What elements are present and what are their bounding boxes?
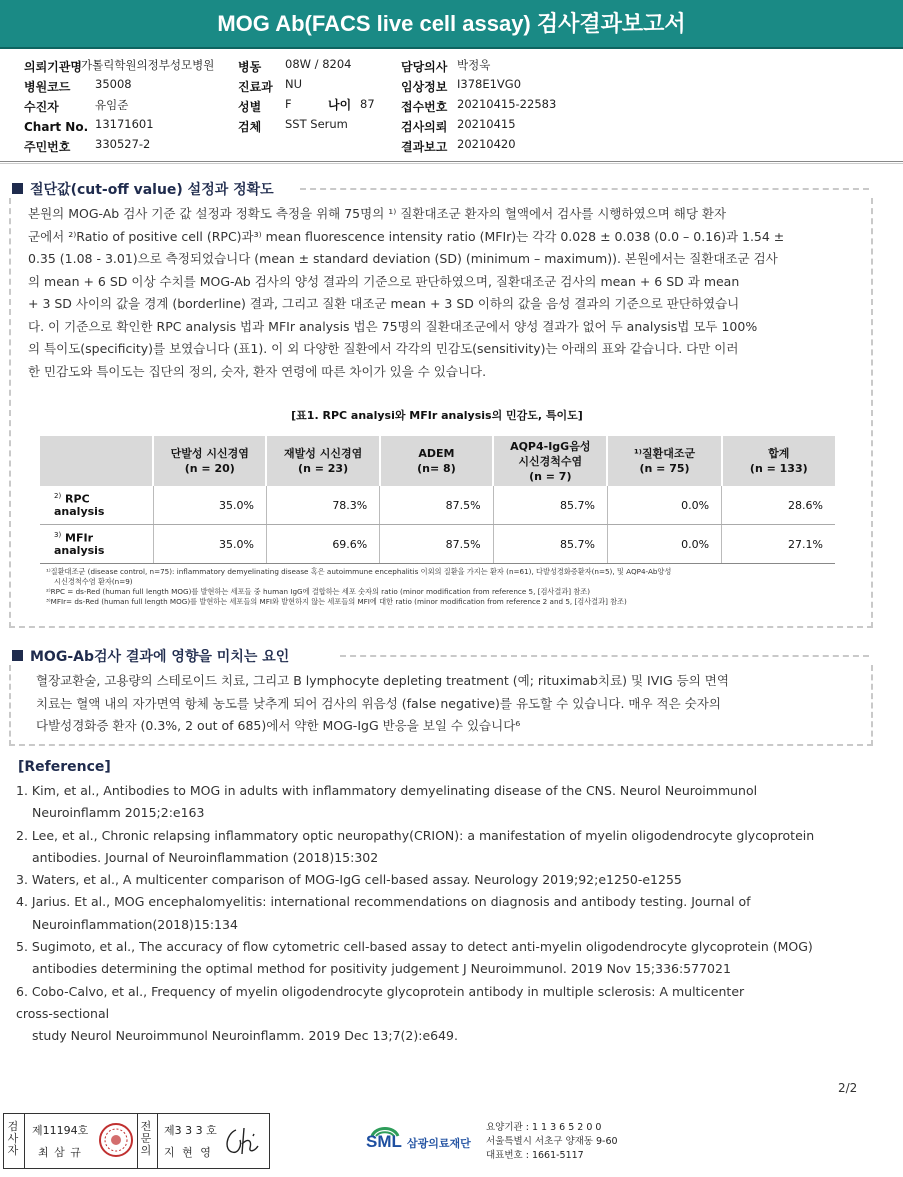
age-value: 87 [360, 97, 375, 111]
info-label: 접수번호 [401, 100, 448, 114]
info-value: 20210415 [457, 117, 516, 131]
info-label: 병원코드 [24, 80, 71, 94]
info-value: 박정욱 [457, 58, 491, 72]
row-footnote-marker: 3) [54, 530, 62, 539]
info-label: 검체 [238, 120, 262, 134]
section2-heading [12, 646, 289, 666]
info-row [401, 116, 601, 136]
reference-line: antibodies determining the optimal method for positivity judgement J Neuroimmunol. 2019 Nov 15;336:577021 [32, 961, 731, 977]
table-cell: 27.1% [722, 525, 835, 564]
info-label: 의뢰기관명 [24, 60, 82, 74]
paragraph-line: 다발성경화증 환자 (0.3%, 2 out of 685)에서 약한 MOG-IgG 반응을 보일 수 있습니다⁶ [36, 718, 521, 733]
info-row [24, 136, 151, 156]
info-divider [0, 161, 903, 162]
section1-paragraph [28, 203, 868, 383]
section-dashed-rule [340, 655, 869, 657]
info-divider [0, 163, 903, 164]
sensitivity-table [40, 436, 835, 564]
table-title: [표1. RPC analysi와 MFIr analysis의 민감도, 특이도] [291, 409, 583, 422]
specialist-license: 제3 3 3 호 [164, 1124, 217, 1137]
info-value: F [285, 97, 292, 111]
table-column-header [153, 436, 266, 486]
table-cell: 35.0% [153, 525, 266, 564]
specialist-name: 지 현 영 [164, 1146, 213, 1159]
section1-heading [12, 179, 274, 199]
header-line: (n = 7) [529, 469, 572, 483]
header-line: ADEM [418, 447, 455, 460]
paragraph-line: 치료는 혈액 내의 자가면역 항체 농도를 낮추게 되어 검사의 위음성 (false negative)를 유도할 수 있습니다. 매우 적은 숫자의 [36, 695, 721, 711]
paragraph-line: 한 민감도와 특이도는 집단의 정의, 숫자, 환자 연령에 따른 차이가 있을 수 있습니다. [28, 363, 487, 379]
reference-line: 4. Jarius. Et al., MOG encephalomyelitis: international recommendations on diagnosis and antibody testing. Journal of [16, 894, 751, 910]
info-value: 330527-2 [95, 137, 151, 151]
info-value: 35008 [95, 77, 132, 91]
table-column-header [607, 436, 721, 486]
inspector-label [7, 1121, 19, 1157]
footnote: ³⁾MFIr= ds-Red (human full length MOG)를 발현하는 세포들의 MFI와 발현하지 않는 세포들의 MFI에 대한 ratio (minor modification from reference 2 and 5, [검사결과] 참조) [46, 597, 627, 606]
table-cell: 85.7% [493, 486, 607, 525]
table-cell: 0.0% [607, 486, 721, 525]
header-line: (n = 133) [749, 462, 808, 475]
inspector-license: 제11194호 [32, 1124, 89, 1137]
reference-line: 2. Lee, et al., Chronic relapsing inflammatory optic neuropathy(CRION): a manifestation of myelin oligodendrocyte glycoprotein [16, 827, 815, 843]
section2-heading-text: MOG-Ab검사 결과에 영향을 미치는 요인 [30, 649, 290, 665]
patient-info-col1 [24, 56, 215, 156]
row-label: RPC analysis [54, 492, 105, 519]
info-row [238, 116, 388, 136]
info-value: 08W / 8204 [285, 57, 352, 71]
paragraph-line: + 3 SD 사이의 값을 경계 (borderline) 결과, 그리고 질환 대조군 mean + 3 SD 이하의 값을 음성 결과의 기준으로 판단하였습니 [28, 296, 740, 311]
signature-icon [222, 1124, 262, 1158]
info-row [401, 136, 601, 156]
header-line: 시신경척수염 [518, 454, 583, 468]
patient-info-col3 [401, 56, 601, 156]
table-cell: 0.0% [607, 525, 721, 564]
inspector-name: 최 삼 규 [38, 1146, 82, 1159]
info-label: Chart No. [24, 120, 89, 134]
seal-stamp-icon [98, 1122, 134, 1158]
square-bullet-icon [12, 183, 23, 194]
divider [157, 1114, 158, 1168]
paragraph-line: 0.35 (1.08 - 3.01)으로 측정되었습니다 (mean ± standard deviation (SD) (minimum – maximum)). 본원에서는 질환대조군 검사 [28, 251, 778, 266]
table-cell: 69.6% [266, 525, 379, 564]
info-label: 성별 [238, 100, 262, 114]
reference-line: antibodies. Journal of Neuroinflammation (2018)15:302 [32, 849, 379, 865]
reference-line: study Neurol Neuroimmunol Neuroinflamm. 2019 Dec 13;7(2):e649. [32, 1028, 458, 1044]
info-label: 병동 [238, 60, 262, 74]
table-cell: 35.0% [153, 486, 266, 525]
divider [24, 1114, 25, 1168]
reference-heading: [Reference] [18, 759, 111, 775]
patient-info-col2 [238, 56, 388, 136]
footnote: ¹⁾질환대조군 (disease control, n=75): inflammatory demyelinating disease 혹은 autoimmune encephalitis 이외의 질환을 가지는 환자 (n=61), 다발성경화증환자(n=5), 및 AQP4-Ab양성 [46, 567, 672, 576]
table-column-header [493, 436, 607, 486]
table-cell: 78.3% [266, 486, 379, 525]
section2-paragraph [36, 670, 729, 738]
row-header [40, 486, 153, 525]
info-row [401, 56, 601, 76]
age-label: 나이 [328, 98, 352, 112]
info-row [24, 56, 215, 76]
paragraph-line: 본원의 MOG-Ab 검사 기준 값 설정과 정확도 측정을 위해 75명의 ¹⁾ 질환대조군 환자의 혈액에서 검사를 시행하였으며 해당 환자 [28, 206, 727, 221]
page-number: 2/2 [838, 1081, 858, 1095]
signature-box [3, 1113, 270, 1169]
paragraph-line: 혈장교환술, 고용량의 스테로이드 치료, 그리고 B lymphocyte depleting treatment (예; rituximab치료) 및 IVIG 등의 면역 [36, 673, 729, 688]
info-value: I378E1VG0 [457, 77, 522, 91]
info-row [238, 96, 388, 116]
table-column-header [266, 436, 379, 486]
paragraph-line: 의 특이도(specificity)를 보였습니다 (표1). 이 외 다양한 질환에서 각각의 민감도(sensitivity)는 아래의 표와 같습니다. 다만 이러 [28, 341, 739, 356]
header-line: 단발성 시신경염 [170, 447, 249, 460]
table-row [40, 525, 835, 564]
reference-line: 3. Waters, et al., A multicenter comparison of MOG-IgG cell-based assay. Neurology 2019;92;e1250-e1255 [16, 872, 682, 888]
header-line: (n = 20) [184, 462, 235, 475]
header-line: 합계 [768, 447, 790, 460]
section1-heading-text: 절단값(cut-off value) 설정과 정확도 [30, 182, 274, 198]
info-value: 유임준 [95, 98, 129, 112]
footnote: 시신경척수염 환자(n=9) [54, 577, 133, 586]
info-value: 20210415-22583 [457, 97, 557, 111]
info-row [24, 76, 132, 96]
table-cell: 87.5% [380, 525, 493, 564]
info-label: 진료과 [238, 80, 273, 94]
reference-line: 5. Sugimoto, et al., The accuracy of flow cytometric cell-based assay to detect anti-myelin oligodendrocyte glycoprotein (MOG) [16, 939, 813, 955]
header-line: ¹⁾질환대조군 [633, 447, 696, 460]
info-row [238, 56, 388, 76]
header-line: (n = 23) [298, 462, 349, 475]
info-row [24, 96, 129, 116]
reference-line: Neuroinflammation(2018)15:134 [32, 916, 238, 932]
reference-line: 1. Kim, et al., Antibodies to MOG in adults with inflammatory demyelinating disease of the CNS. Neurol Neuroimmunol [16, 783, 758, 798]
divider [137, 1114, 138, 1168]
org-address [486, 1121, 618, 1163]
inspector-label-text: 검사자 [7, 1120, 19, 1157]
info-label: 결과보고 [401, 140, 448, 154]
org-line: 대표번호 : 1661-5117 [486, 1150, 584, 1161]
org-name: 삼광의료재단 [407, 1137, 471, 1150]
info-row [401, 96, 601, 116]
header-line: AQP4-IgG음성 [510, 439, 591, 453]
info-label: 임상정보 [401, 80, 448, 94]
paragraph-line: 군에서 ²⁾Ratio of positive cell (RPC)과³⁾ mean fluorescence intensity ratio (MFIr)는 각각 0.028 ± 0.038 (0.0 – 0.16)과 1.54 ± [28, 228, 785, 244]
header-line: 재발성 시신경염 [283, 447, 363, 460]
title-divider [0, 47, 903, 49]
row-header [40, 525, 153, 564]
info-row [401, 76, 601, 96]
reference-line: Neuroinflamm 2015;2:e163 [32, 805, 205, 821]
footnote: ²⁾RPC = ds-Red (human full length MOG)를 발현하는 세포들 중 human IgG에 결합하는 세포 숫자의 ratio (minor modification from reference 5, [검사결과] 참조) [46, 587, 591, 596]
table-row [40, 486, 835, 525]
header-line: (n = 75) [639, 462, 690, 475]
info-label: 수진자 [24, 100, 59, 114]
specialist-label-text: 전문의 [140, 1120, 152, 1157]
info-label: 담당의사 [401, 60, 448, 74]
org-line: 요양기관 : 1 1 3 6 5 2 0 0 [486, 1122, 602, 1133]
paragraph-line: 다. 이 기준으로 확인한 RPC analysis 법과 MFIr analysis 법은 75명의 질환대조군에서 양성 결과가 없어 두 analysis법 모두 100% [28, 318, 758, 334]
table-cell: 87.5% [380, 486, 493, 525]
reference-line: cross-sectional [16, 1005, 110, 1021]
table-header-row [40, 436, 835, 486]
info-value: 20210420 [457, 137, 516, 151]
section-dashed-rule [300, 188, 869, 190]
info-label: 검사의뢰 [401, 120, 448, 134]
header-line: (n= 8) [417, 462, 456, 475]
info-label: 주민번호 [24, 140, 71, 154]
reference-list [16, 780, 814, 1048]
table-corner-cell [40, 436, 153, 486]
info-value: 13171601 [95, 117, 154, 131]
table-cell: 28.6% [722, 486, 835, 525]
report-title: MOG Ab(FACS live cell assay) 검사결과보고서 [0, 0, 903, 47]
specialist-label [140, 1121, 152, 1157]
table-footnotes [46, 567, 671, 607]
info-value: 가톨릭학원의정부성모병원 [81, 58, 215, 72]
table-cell: 85.7% [493, 525, 607, 564]
org-line: 서울특별시 서초구 양재동 9-60 [486, 1136, 618, 1147]
org-abbr: SML [366, 1132, 402, 1151]
square-bullet-icon [12, 650, 23, 661]
table-column-header [380, 436, 493, 486]
row-label: MFIr analysis [54, 531, 105, 558]
row-footnote-marker: 2) [54, 491, 62, 500]
table-column-header [722, 436, 835, 486]
info-row [238, 76, 388, 96]
info-value: NU [285, 77, 303, 91]
reference-line: 6. Cobo-Calvo, et al., Frequency of myelin oligodendrocyte glycoprotein antibody in multiple sclerosis: A multicenter [16, 983, 745, 999]
org-logo [366, 1124, 471, 1162]
paragraph-line: 의 mean + 6 SD 이상 수치를 MOG-Ab 검사의 양성 결과의 기준으로 판단하였으며, 질환대조군 검사의 mean + 6 SD 과 mean [28, 273, 740, 289]
info-row [24, 116, 154, 136]
info-value: SST Serum [285, 117, 348, 131]
